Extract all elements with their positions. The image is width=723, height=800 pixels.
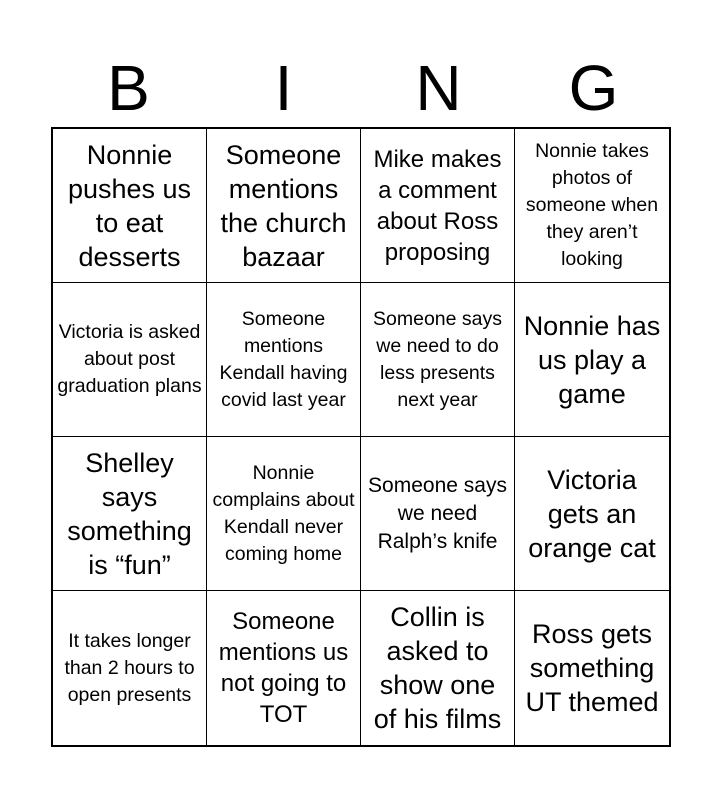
bingo-cell[interactable] bbox=[361, 129, 515, 283]
bingo-cell[interactable] bbox=[207, 591, 361, 745]
bingo-cell-text: Someone says we need to do less presents next year bbox=[373, 307, 502, 411]
header-letter-b: B bbox=[107, 52, 150, 124]
bingo-cell-text: Victoria is asked about post graduation plans bbox=[57, 321, 202, 397]
bingo-cell[interactable] bbox=[515, 129, 669, 283]
bingo-cell-text: Someone says we need Ralph’s knife bbox=[368, 473, 507, 553]
bingo-cell-text: Someone mentions us not going to TOT bbox=[218, 608, 349, 728]
bingo-cell[interactable] bbox=[53, 591, 207, 745]
bingo-cell-text: Collin is asked to show one of his films bbox=[373, 602, 502, 734]
bingo-cell[interactable] bbox=[53, 129, 207, 283]
bingo-cell[interactable] bbox=[207, 129, 361, 283]
bingo-cell-text: Nonnie complains about Kendall never coming home bbox=[212, 461, 355, 565]
header-letter-n: N bbox=[415, 52, 462, 124]
bingo-cell[interactable] bbox=[361, 591, 515, 745]
bingo-cell-text: It takes longer than 2 hours to open presents bbox=[64, 629, 195, 706]
bingo-cell[interactable] bbox=[515, 437, 669, 591]
header-letter-i: I bbox=[274, 52, 293, 124]
bingo-cell[interactable] bbox=[361, 437, 515, 591]
bingo-cell-text: Someone mentions Kendall having covid last year bbox=[219, 307, 348, 411]
bingo-cell[interactable] bbox=[361, 283, 515, 437]
header-letter-g: G bbox=[568, 52, 619, 124]
bingo-cell[interactable] bbox=[53, 283, 207, 437]
bingo-cell[interactable] bbox=[53, 437, 207, 591]
bingo-cell[interactable] bbox=[515, 591, 669, 745]
bingo-cell-text: Nonnie pushes us to eat desserts bbox=[67, 139, 192, 272]
bingo-cell[interactable] bbox=[207, 437, 361, 591]
bingo-cell-text: Someone mentions the church bazaar bbox=[220, 139, 347, 272]
bingo-board bbox=[51, 127, 671, 747]
bingo-cell[interactable] bbox=[207, 283, 361, 437]
bingo-cell-text: Mike makes a comment about Ross proposing bbox=[373, 145, 502, 266]
bingo-cell-text: Ross gets something UT themed bbox=[525, 619, 659, 717]
bingo-cell-text: Nonnie has us play a game bbox=[523, 310, 661, 409]
bingo-cell-text: Shelley says something is “fun” bbox=[67, 447, 192, 580]
bingo-header bbox=[51, 50, 671, 126]
bingo-cell-text: Nonnie takes photos of someone when they aren’t looking bbox=[525, 140, 659, 270]
bingo-cell[interactable] bbox=[515, 283, 669, 437]
bingo-cell-text: Victoria gets an orange cat bbox=[528, 464, 656, 563]
